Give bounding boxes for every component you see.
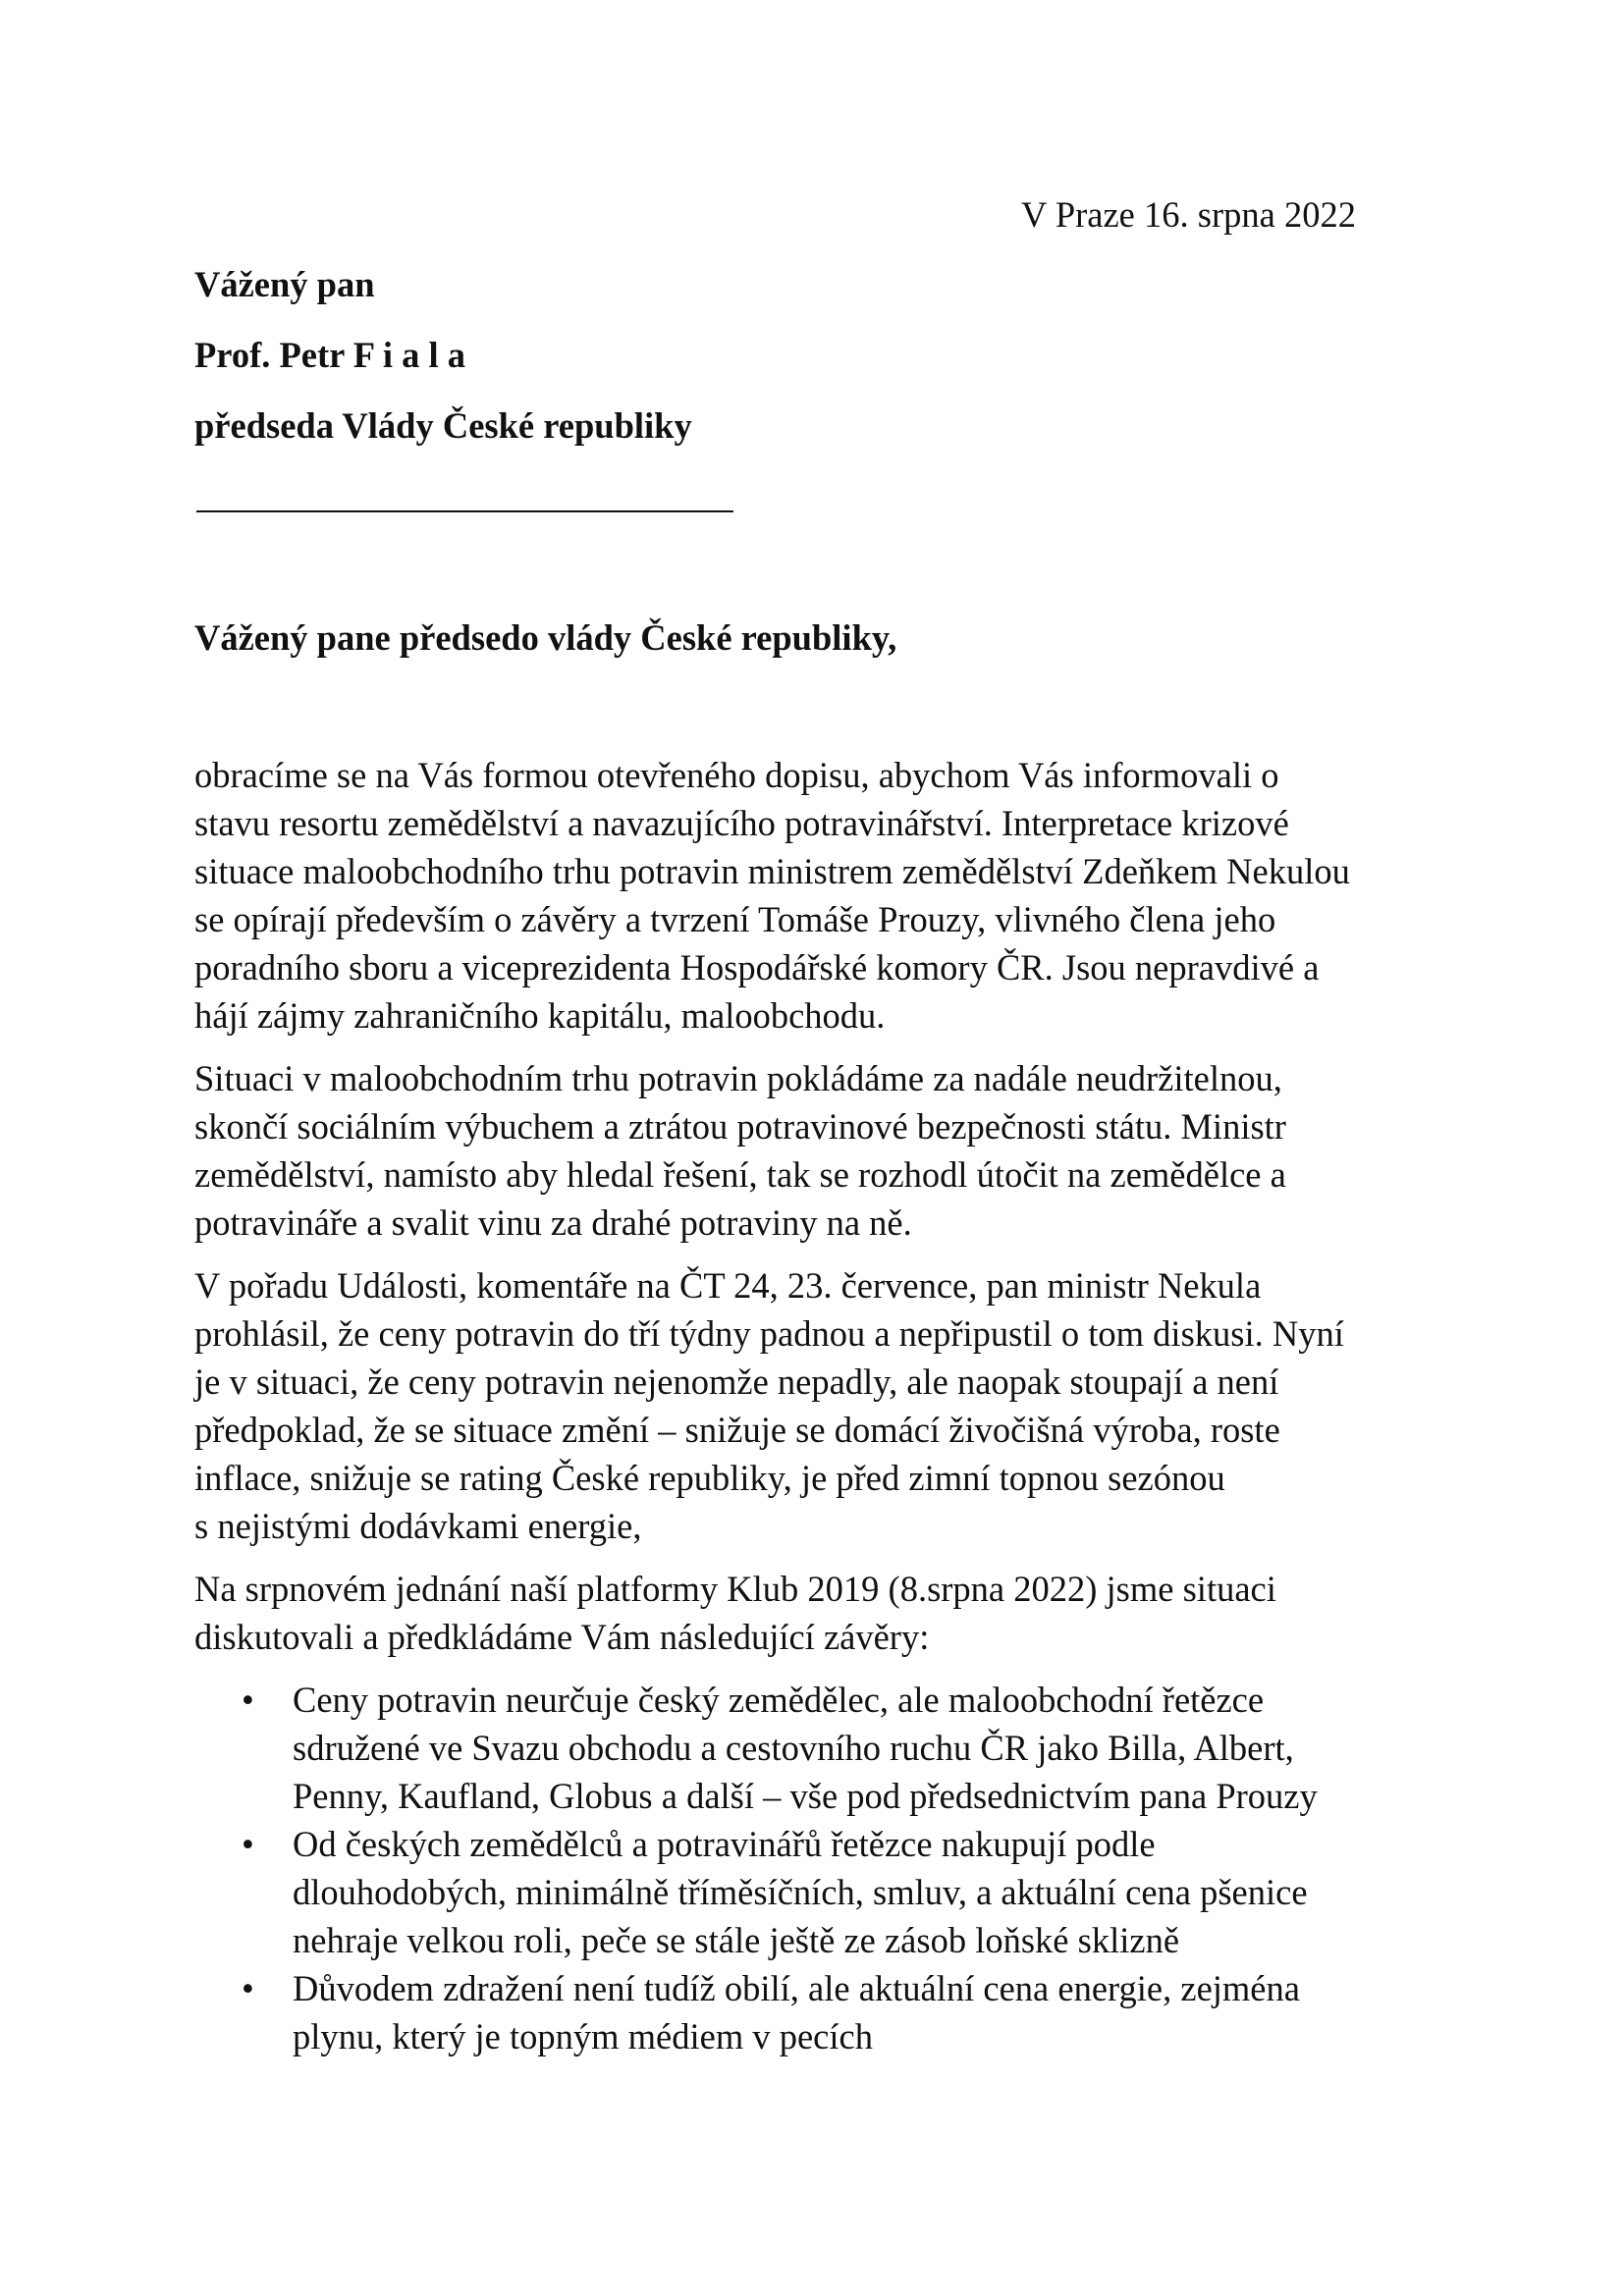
addressee-title: Vážený pan: [194, 264, 375, 304]
paragraph-line: s nejistými dodávkami energie,: [194, 1506, 642, 1546]
list-item-line: Od českých zemědělců a potravinářů řetězce nakupují podle: [293, 1824, 1156, 1864]
paragraph-line: je v situaci, že ceny potravin nejenomže nepadly, ale naopak stoupají a není: [194, 1362, 1279, 1402]
bullet-icon: •: [242, 1968, 254, 2008]
paragraph-line: poradního sboru a viceprezidenta Hospodářské komory ČR. Jsou nepravdivé a: [194, 947, 1320, 988]
paragraph-intro: [194, 751, 1432, 1040]
bullet-icon: •: [242, 1680, 254, 1720]
paragraph-tv-statement: [194, 1261, 1432, 1550]
paragraph-line: Situaci v maloobchodním trhu potravin pokládáme za nadále neudržitelnou,: [194, 1058, 1282, 1098]
paragraph-conclusions-intro: [194, 1565, 1432, 1661]
addressee-name: Prof. Petr F i a l a: [194, 335, 466, 375]
list-item-line: plynu, který je topným médiem v pecích: [293, 2016, 873, 2056]
list-item-line: nehraje velkou roli, peče se stále ještě ze zásob loňské sklizně: [293, 1920, 1180, 1960]
paragraph-line: zemědělství, namísto aby hledal řešení, tak se rozhodl útočit na zemědělce a: [194, 1154, 1286, 1195]
list-item-line: dlouhodobých, minimálně tříměsíčních, smluv, a aktuální cena pšenice: [293, 1872, 1308, 1912]
paragraph-line: Na srpnovém jednání naší platformy Klub 2019 (8.srpna 2022) jsme situaci: [194, 1569, 1276, 1609]
paragraph-line: potravináře a svalit vinu za drahé potraviny na ně.: [194, 1202, 912, 1243]
addressee-block: [194, 260, 692, 472]
paragraph-line: hájí zájmy zahraničního kapitálu, maloobchodu.: [194, 995, 886, 1036]
salutation: Vážený pane předsedo vlády České republiky,: [194, 617, 897, 658]
signature-rule: [196, 510, 733, 512]
list-item-line: sdružené ve Svazu obchodu a cestovního ruchu ČR jako Billa, Albert,: [293, 1728, 1294, 1768]
paragraph-line: diskutovali a předkládáme Vám následující závěry:: [194, 1617, 930, 1657]
paragraph-line: skončí sociálním výbuchem a ztrátou potravinové bezpečnosti státu. Ministr: [194, 1106, 1286, 1147]
list-item-line: Důvodem zdražení není tudíž obilí, ale aktuální cena energie, zejména: [293, 1968, 1300, 2008]
paragraph-line: situace maloobchodního trhu potravin ministrem zemědělství Zdeňkem Nekulou: [194, 851, 1350, 891]
paragraph-line: obracíme se na Vás formou otevřeného dopisu, abychom Vás informovali o: [194, 755, 1279, 795]
list-item-line: Ceny potravin neurčuje český zemědělec, ale maloobchodní řetězce: [293, 1680, 1265, 1720]
paragraph-line: se opírají především o závěry a tvrzení Tomáše Prouzy, vlivného člena jeho: [194, 899, 1276, 939]
list-item-line: Penny, Kaufland, Globus a další – vše pod předsednictvím pana Prouzy: [293, 1776, 1318, 1816]
paragraph-situation: [194, 1054, 1432, 1247]
paragraph-line: předpoklad, že se situace změní – snižuje se domácí živočišná výroba, roste: [194, 1410, 1280, 1450]
paragraph-line: stavu resortu zemědělství a navazujícího potravinářství. Interpretace krizové: [194, 803, 1289, 843]
conclusions-list: [194, 1676, 1432, 2060]
list-item: [194, 1820, 1432, 1964]
paragraph-line: prohlásil, že ceny potravin do tří týdny padnou a nepřipustil o tom diskusi. Nyní: [194, 1313, 1344, 1354]
list-item: [194, 1964, 1432, 2060]
paragraph-line: V pořadu Události, komentáře na ČT 24, 23. července, pan ministr Nekula: [194, 1265, 1262, 1306]
addressee-position: předseda Vlády České republiky: [194, 405, 692, 446]
letter-date: V Praze 16. srpna 2022: [1021, 194, 1356, 235]
bullet-icon: •: [242, 1824, 254, 1864]
letter-body: [194, 751, 1432, 2060]
list-item: [194, 1676, 1432, 1820]
paragraph-line: inflace, snižuje se rating České republiky, je před zimní topnou sezónou: [194, 1458, 1225, 1498]
